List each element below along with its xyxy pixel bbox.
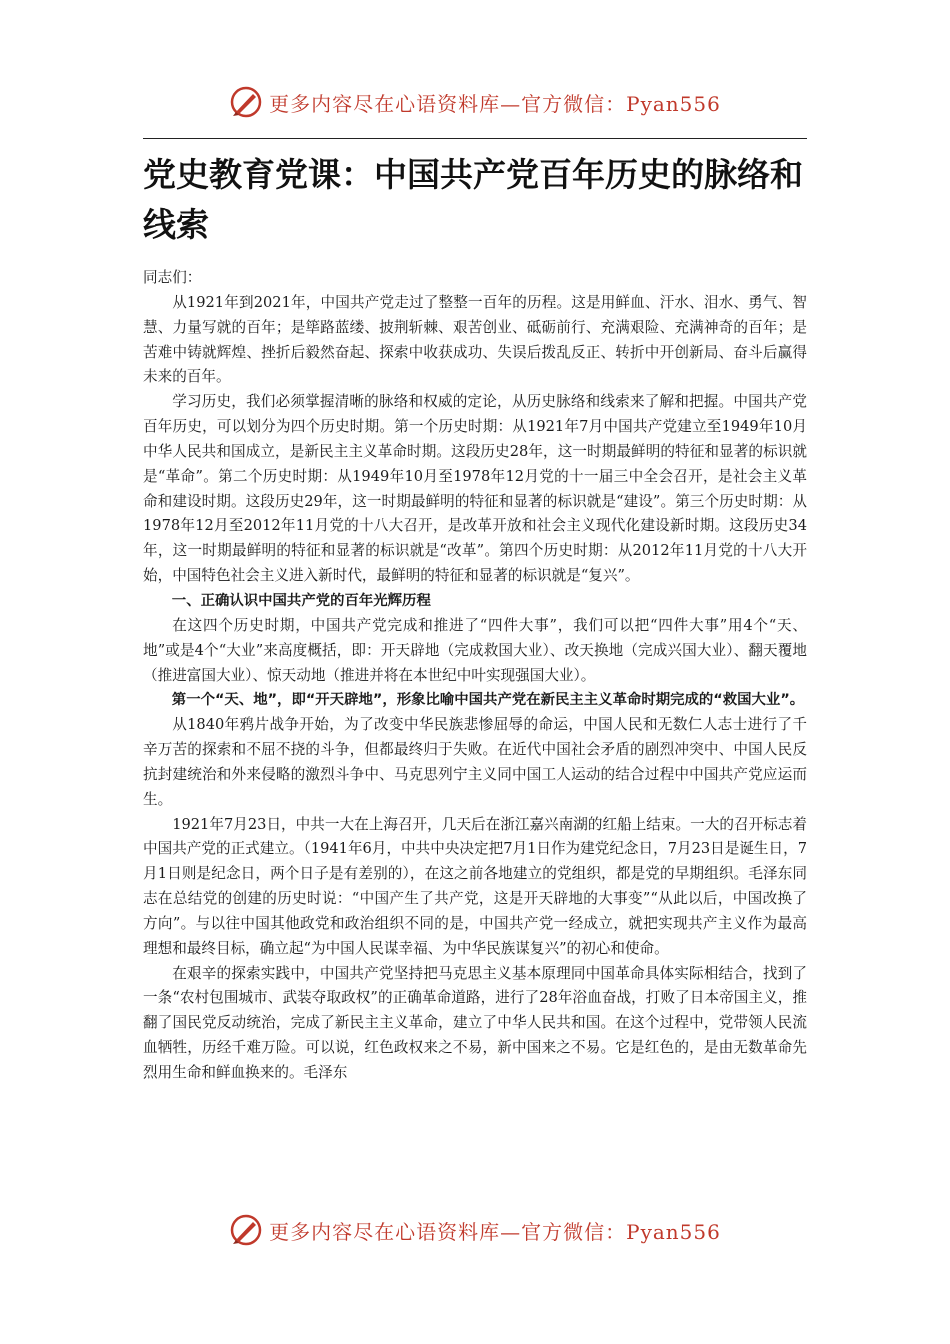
section-heading: 一、正确认识中国共产党的百年光辉历程: [171, 592, 431, 609]
header-watermark: [0, 82, 950, 122]
paragraph: 学习历史，我们必须掌握清晰的脉络和权威的定论，从历史脉络和线索来了解和把握。中国共产党百年历史，可以划分为四个历史时期。第一个历史时期：从1921年7月中国共产党建立至1949年10月中华人民共和国成立，是新民主主义革命时期。这段历史28年，这一时期最鲜明的特征和显著的标识就是“革命”。第二个历史时期：从1949年10月至1978年12月党的十一届三中全会召开，是社会主义革命和建设时期。这段历史29年，这一时期最鲜明的特征和显著的标识就是“建设”。第三个历史时期：从1978年12月至2012年11月党的十八大召开，是改革开放和社会主义现代化建设新时期。这段历史34年，这一时期最鲜明的特征和显著的标识就是“改革”。第四个历史时期：从2012年11月党的十八大开始，中国特色社会主义进入新时代，最鲜明的特征和显著的标识就是“复兴”。: [143, 393, 807, 585]
paragraph: 从1921年到2021年，中国共产党走过了整整一百年的历程。这是用鲜血、汗水、泪水、勇气、智慧、力量写就的百年；是筚路蓝缕、披荆斩棘、艰苦创业、砥砺前行、充满艰险、充满神奇的百年；是苦难中铸就辉煌、挫折后毅然奋起、探索中收获成功、失误后拨乱反正、转折中开创新局、奋斗后赢得未来的百年。: [143, 293, 807, 386]
watermark-text: 更多内容尽在心语资料库—官方微信：Pyan556: [269, 91, 721, 116]
document-title: 党史教育党课：中国共产党百年历史的脉络和线索: [143, 155, 803, 244]
paragraph: 1921年7月23日，中共一大在上海召开，几天后在浙江嘉兴南湖的红船上结束。一大的召开标志着中国共产党的正式建立。（1941年6月，中共中央决定把7月1日作为建党纪念日，7月23日是诞生日，7月1日则是纪念日，两个日子是有差别的），在这之前各地建立的党组织，都是党的早期组织。毛泽东同志在总结党的创建的历史时说：“中国产生了共产党，这是开天辟地的大事变”“从此以后，中国改换了方向”。与以往中国其他政党和政治组织不同的是，中国共产党一经成立，就把实现共产主义作为最高理想和最终目标，确立起“为中国人民谋幸福、为中华民族谋复兴”的初心和使命。: [143, 815, 807, 957]
paragraph: 在这四个历史时期，中国共产党完成和推进了“四件大事”，我们可以把“四件大事”用4个“天、地”或是4个“大业”来高度概括，即：开天辟地（完成救国大业）、改天换地（完成兴国大业）、翻天覆地（推进富国大业）、惊天动地（推进并将在本世纪中叶实现强国大业）。: [143, 616, 807, 684]
paragraph: 在艰辛的探索实践中，中国共产党坚持把马克思主义基本原理同中国革命具体实际相结合，找到了一条“农村包围城市、武装夺取政权”的正确革命道路，进行了28年浴血奋战，打败了日本帝国主义，推翻了国民党反动统治，完成了新民主主义革命，建立了中华人民共和国。在这个过程中，党带领人民流血牺牲，历经千难万险。可以说，红色政权来之不易，新中国来之不易。它是红色的，是由无数革命先烈用生命和鲜血换来的。毛泽东: [143, 964, 807, 1081]
pen-logo-icon: [229, 85, 263, 119]
document-body: [143, 266, 807, 1086]
paragraph: 从1840年鸦片战争开始，为了改变中华民族悲惨屈辱的命运，中国人民和无数仁人志士进行了千辛万苦的探索和不屈不挠的斗争，但都最终归于失败。在近代中国社会矛盾的剧烈冲突中、中国人民反抗封建统治和外来侵略的激烈斗争中、马克思列宁主义同中国工人运动的结合过程中中国共产党应运而生。: [143, 716, 807, 808]
title-divider: [143, 138, 807, 139]
pen-logo-icon: [229, 1213, 263, 1247]
watermark-text: 更多内容尽在心语资料库—官方微信：Pyan556: [269, 1219, 721, 1244]
greeting: 同志们：: [143, 269, 202, 286]
subsection-heading: 第一个“天、地”，即“开天辟地”，形象比喻中国共产党在新民主主义革命时期完成的“救国大业”。: [171, 692, 805, 709]
footer-watermark: [0, 1210, 950, 1250]
